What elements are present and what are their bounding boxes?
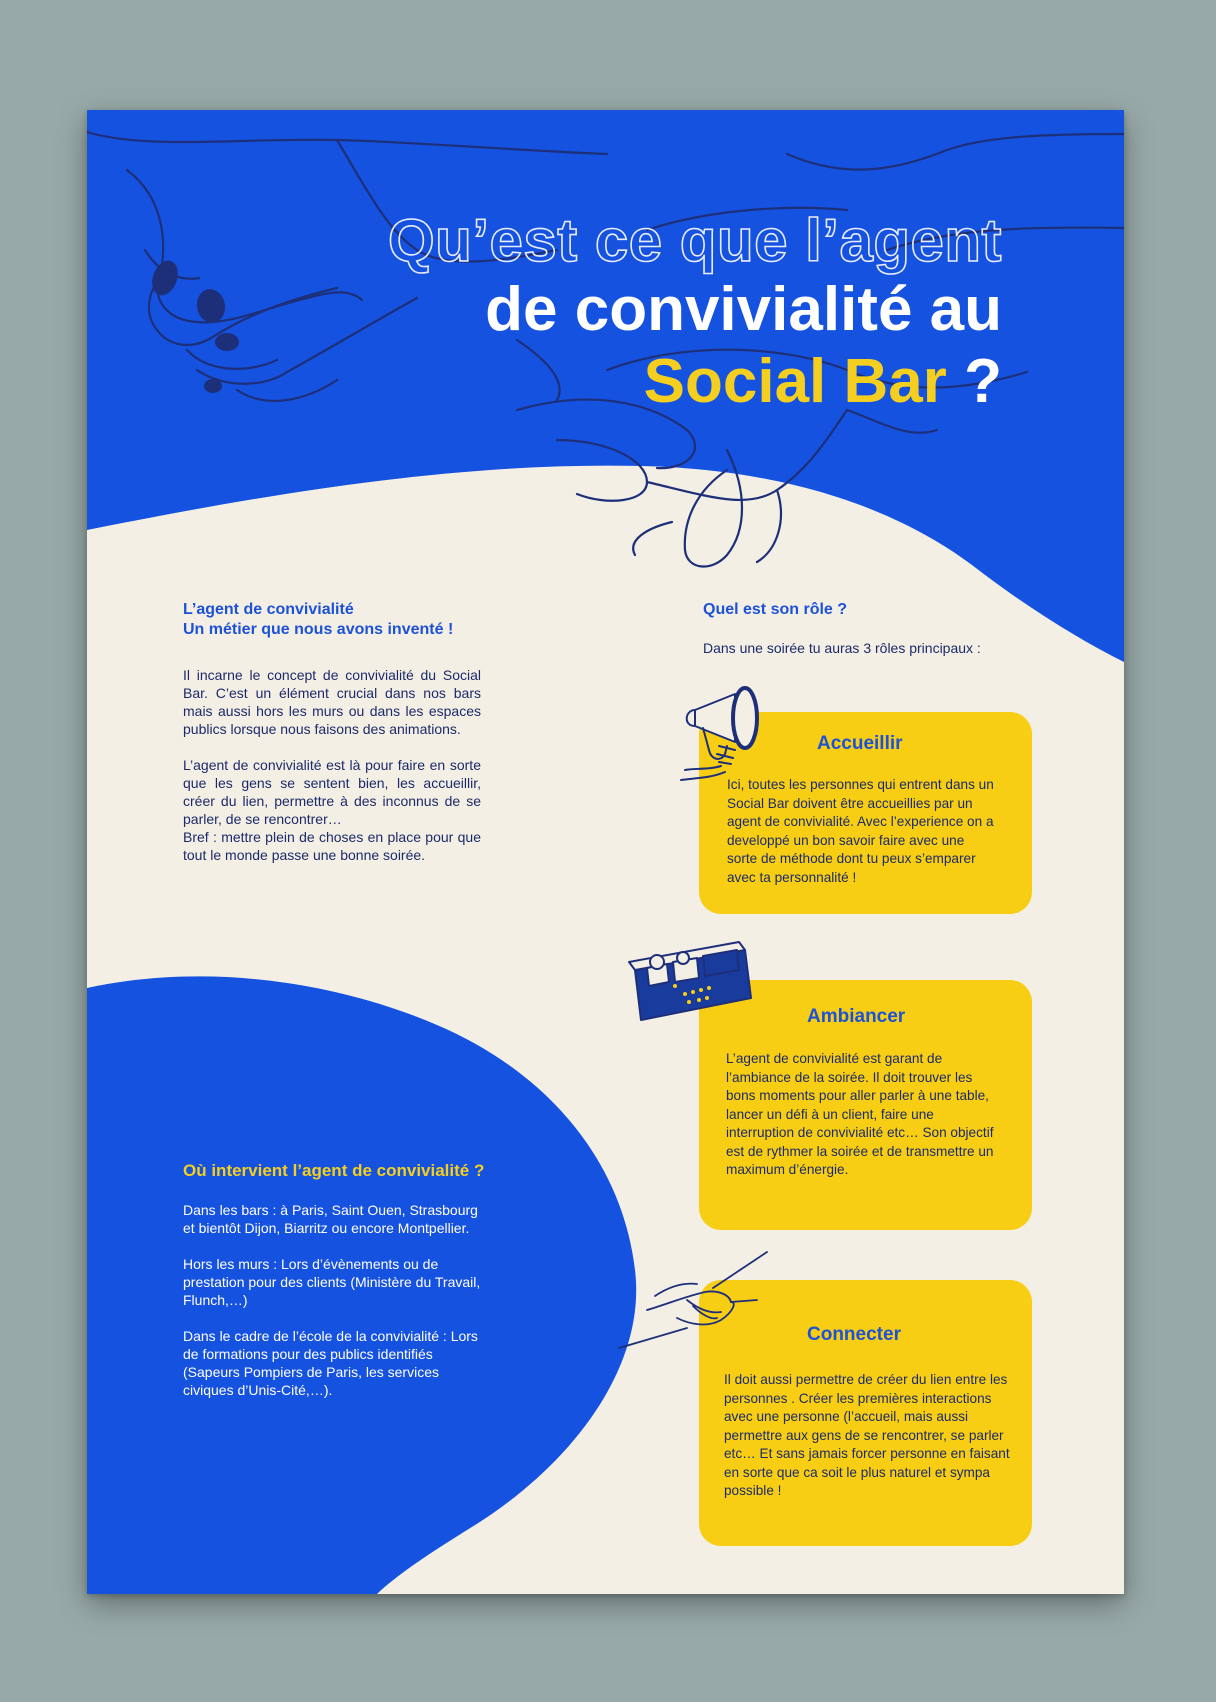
agent-heading [183,600,513,640]
card-text: Il doit aussi permettre de créer du lien entre les personnes . Créer les premières interactions avec une personne (l’accueil, mais aussi permettre aux gens de se rencontrer, se parler etc… Et sans jamais forcer personne en faisant en sorte que ca soit le plus naturel et sympa possible ! [724,1372,1010,1498]
poster [87,110,1124,1594]
title-line-1: Qu’est ce que l’agent [388,207,1002,274]
agent-paragraph-3: Bref : mettre plein de choses en place pour que tout le monde passe une bonne soirée. [183,829,481,863]
card-title: Ambiancer [807,1006,906,1027]
title-line-2: de convivialité au [485,275,1002,344]
where-heading: Où intervient l’agent de convivialité ? [183,1161,485,1180]
title-highlight: Social Bar [643,347,947,416]
game-box-icon [627,928,757,1038]
card-title: Connecter [807,1324,901,1345]
title-line-3 [387,346,1002,417]
where-paragraph-2: Hors les murs : Lors d’évènements ou de prestation pour des clients (Ministère du Travail, Flunch,…) [183,1256,481,1308]
card-title: Accueillir [817,733,903,754]
agent-paragraph-2: L’agent de convivialité est là pour faire en sorte que les gens se sentent bien, les accueillir, créer du lien, permettre à des inconnus de se parler, de se rencontrer… [183,757,481,827]
agent-paragraph-1: Il incarne le concept de convivialité du Social Bar. C’est un élément crucial dans nos bars mais aussi hors les murs ou dans les espaces publics lorsque nous faisons des animations. [183,667,481,737]
agent-heading-line-1: L’agent de convivialité [183,601,354,618]
card-text: L’agent de convivialité est garant de l’ambiance de la soirée. Il doit trouver les bons moments pour aller parler à une table, lancer un défi à un client, faire une interruption de convivialité etc… Son objectif est de rythmer la soirée et de transmettre un maximum d’énergie. [726,1051,994,1177]
agent-heading-line-2: Un métier que nous avons inventé ! [183,621,454,638]
role-heading: Quel est son rôle ? [703,601,848,618]
role-intro: Dans une soirée tu auras 3 rôles principaux : [703,640,981,656]
title-suffix: ? [946,347,1002,416]
megaphone-icon [675,680,785,790]
where-paragraph-3: Dans le cadre de l’école de la convivialité : Lors de formations pour des publics identifiés (Sapeurs Pompiers de Paris, les services civiques d’Unis-Cité,…). [183,1328,478,1398]
handshake-icon [617,1248,777,1358]
where-text [183,1201,483,1417]
agent-text [183,666,481,882]
card-text: Ici, toutes les personnes qui entrent dans un Social Bar doivent être accueillies par un agent de convivialité. Avec l’experience on a developpé un bon savoir faire avec une sorte de méthode dont tu peux s’emparer avec ta personnalité ! [727,777,994,885]
where-paragraph-1: Dans les bars : à Paris, Saint Ouen, Strasbourg et bientôt Dijon, Biarritz ou encore Montpellier. [183,1202,478,1236]
